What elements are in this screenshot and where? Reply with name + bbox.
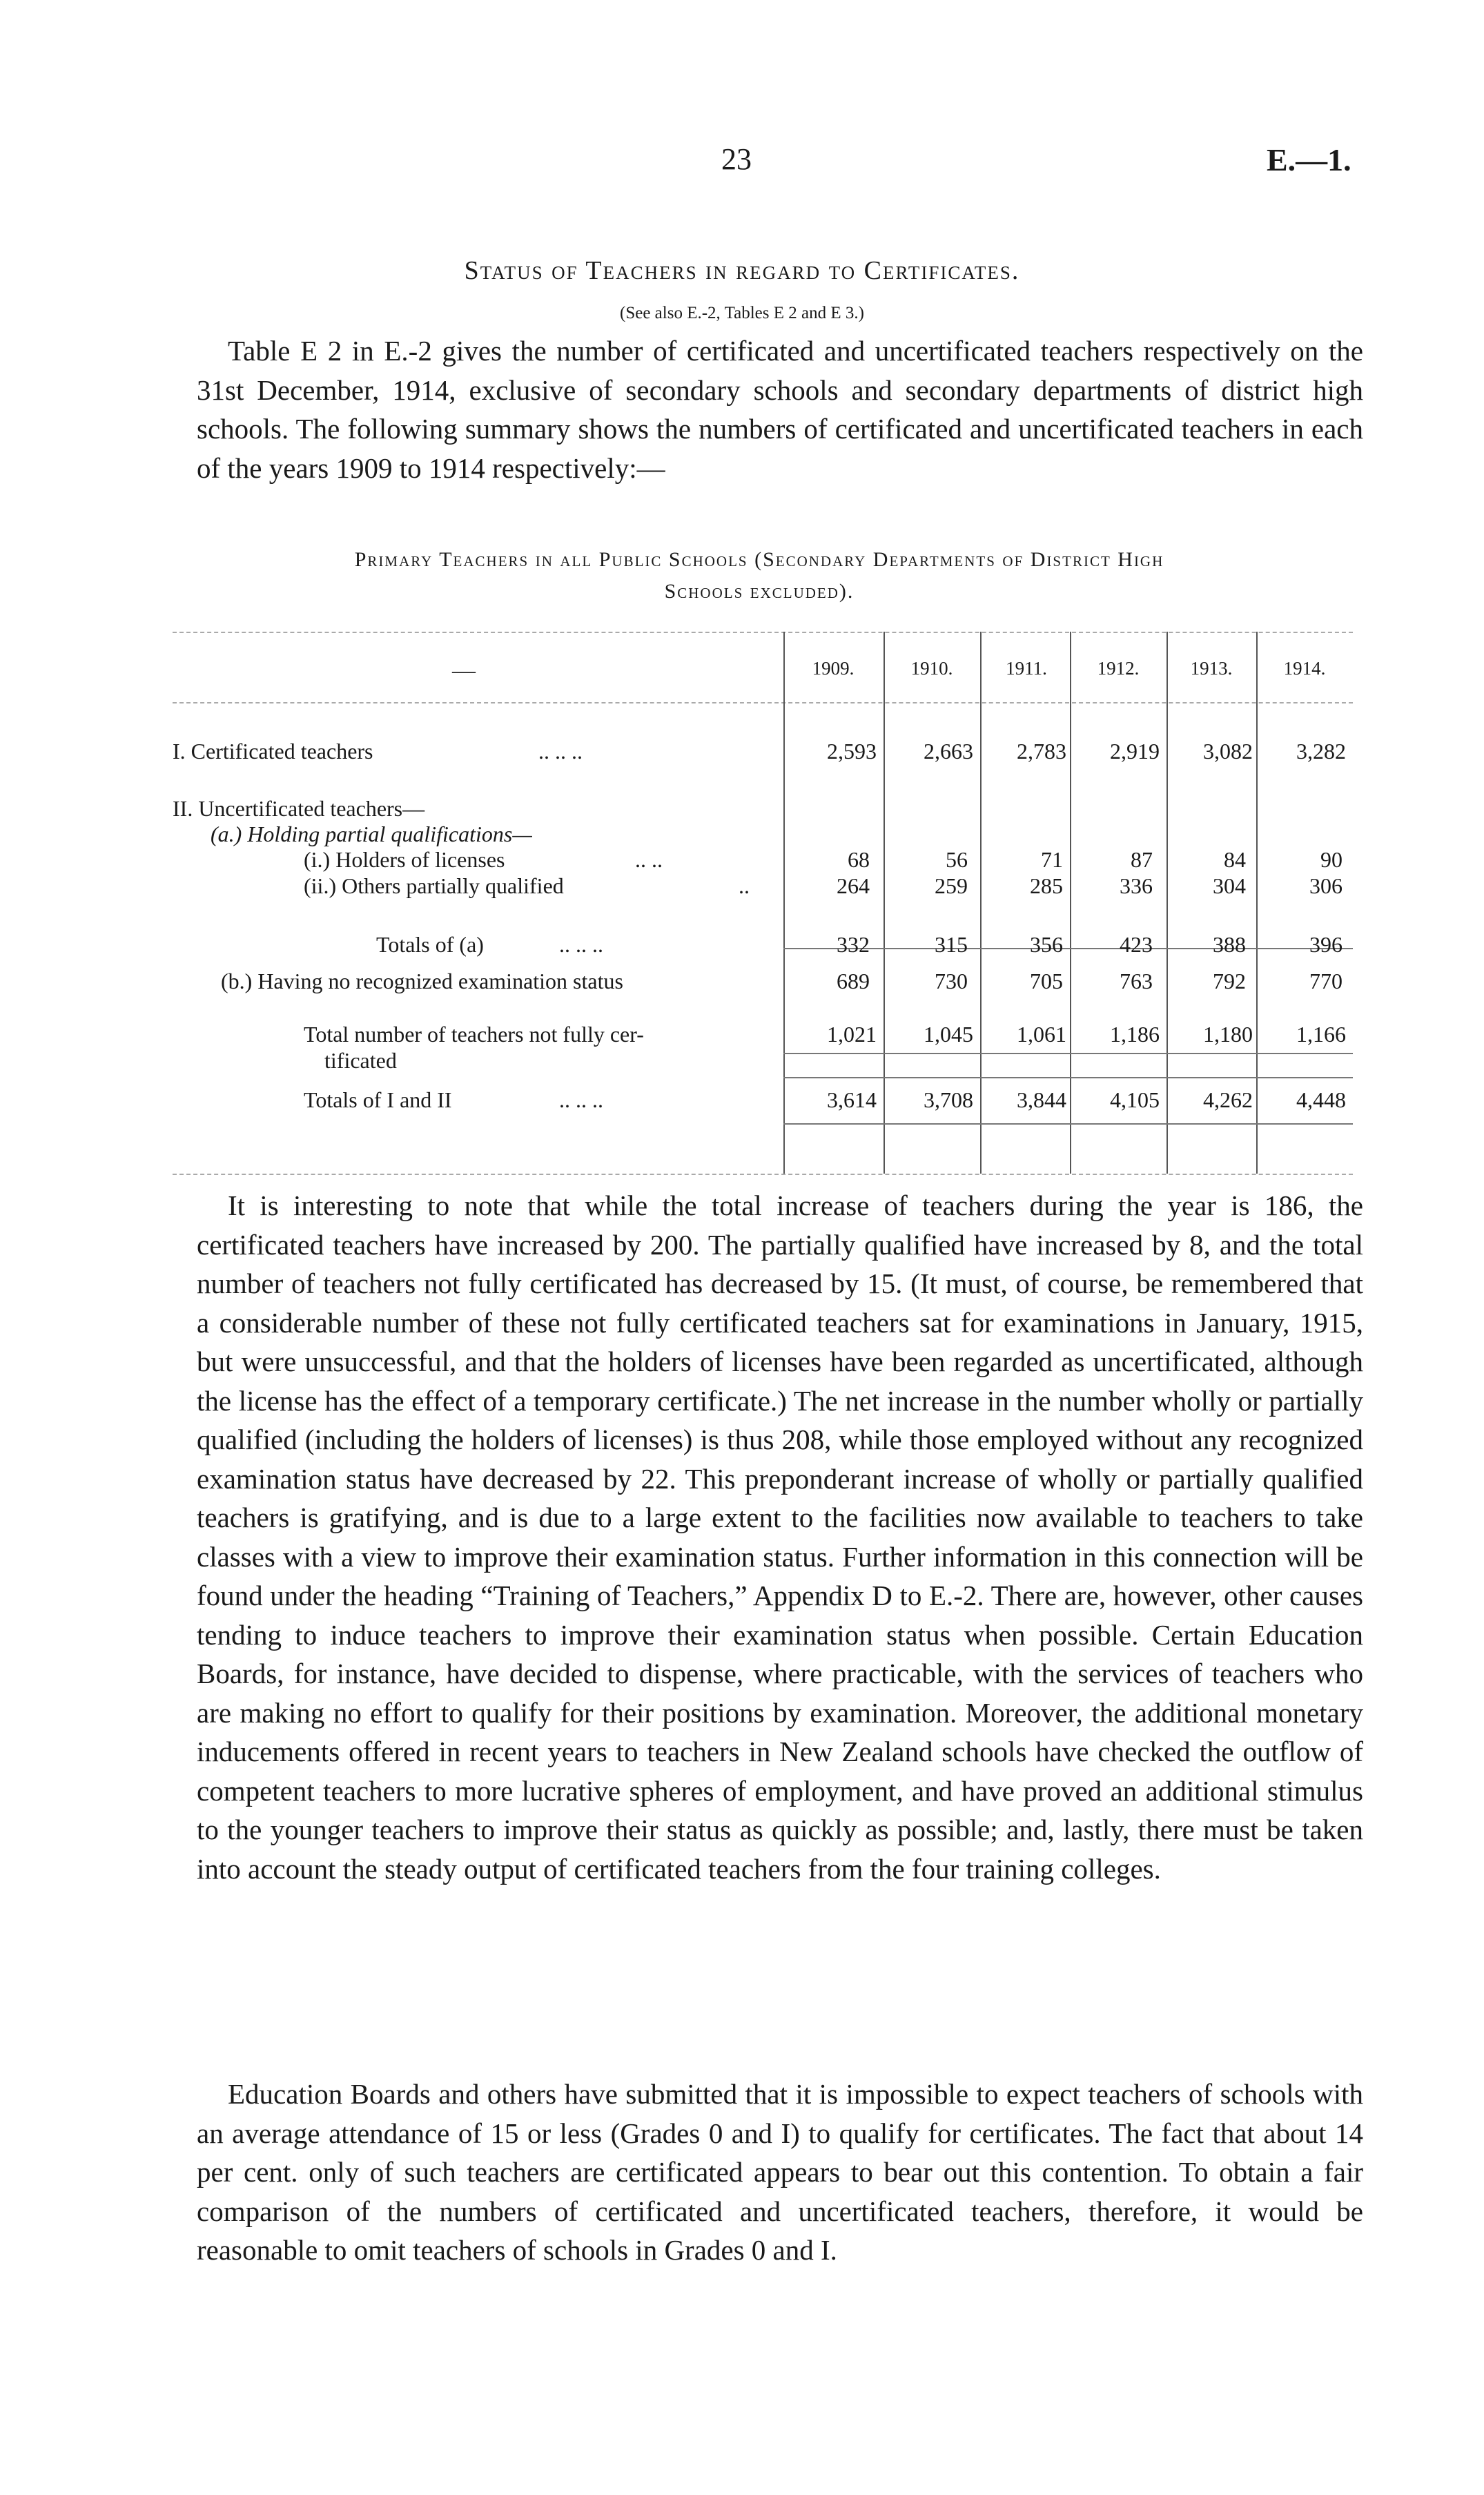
table-cell: 315 — [935, 932, 968, 957]
year-header: 1909. — [812, 658, 855, 679]
table-cell: 792 — [1213, 969, 1246, 993]
row-leaders: .. .. — [635, 847, 663, 872]
table-cell: 2,783 — [1017, 739, 1066, 764]
row-leaders: .. .. .. — [559, 1087, 603, 1112]
table-cell: 2,919 — [1110, 739, 1160, 764]
row-label: Total number of teachers not fully cer- — [304, 1022, 644, 1047]
table-bottom-rule — [173, 1174, 1353, 1175]
document-reference: E.—1. — [1267, 142, 1351, 177]
year-header: 1910. — [910, 658, 953, 679]
year-header: 1912. — [1097, 658, 1140, 679]
table-cell: 306 — [1309, 873, 1343, 898]
teachers-table — [173, 632, 1353, 1177]
table-cell: 396 — [1309, 932, 1343, 957]
table-cell: 770 — [1309, 969, 1343, 993]
table-cell: 689 — [837, 969, 870, 993]
body-paragraph: Education Boards and others have submitted that it is impossible to expect teachers of schools with an average attendance of 15 or less (Grades 0 and I) to qualify for certificates. The fact that about 14 per cent. only of such teachers are certificated appears to bear out this contention. To obtain a fair comparison of the numbers of certificated and uncertificated teachers, therefore, it would be reasonable to omit teachers of schools in Grades 0 and I. — [197, 2078, 1363, 2266]
table-cell: 56 — [946, 847, 968, 872]
table-cell: 2,593 — [827, 739, 877, 764]
table-cell: 2,663 — [924, 739, 973, 764]
table-header-rule — [173, 702, 1353, 703]
table-cell: 1,061 — [1017, 1022, 1066, 1047]
table-caption — [173, 544, 1346, 608]
table-cell: 259 — [935, 873, 968, 898]
table-cell: 1,180 — [1203, 1022, 1253, 1047]
body-paragraph: It is interesting to note that while the total increase of teachers during the year is 186, the certificated teachers have increased by 200. The partially qualified have increased by 8, and the total number of teachers not fully certificated has decreased by 15. (It must, of course, be remembered that a considerable number of these not fully certificated teachers sat for examinations in January, 1915, but were unsuccessful, and that the holders of licenses have been regarded as uncertificated, although the license has the effect of a temporary certificate.) The net increase in the number wholly or partially qualified (including the holders of licenses) is thus 208, while those employed without any recognized examination status have decreased by 22. This preponderant increase of wholly or partially qualified teachers is gratifying, and is due to a large extent to the facilities now available to teachers to take classes with a view to improve their examination status. Further information in this connection will be found under the heading “Training of Teachers,” Appendix D to E.-2. There are, however, other causes tending to induce teachers to improve their examination status when possible. Certain Education Boards, for instance, have decided to dispense, where practicable, with the services of teachers who are making no effort to qualify for their positions by examination. Moreover, the additional monetary inducements offered in recent years to teachers in New Zealand schools have checked the outflow of competent teachers to more lucrative spheres of employment, and have proved an additional stimulus to the younger teachers to improve their status as quickly as possible; and, lastly, there must be taken into account the steady output of certificated teachers from the four training colleges. — [197, 1190, 1363, 1885]
intro-paragraph: Table E 2 in E.-2 gives the number of certificated and uncertificated teachers respectively on the 31st December, 1914, exclusive of secondary schools and secondary departments of district high schools. The following summary shows the numbers of certificated and uncertificated teachers in each of the years 1909 to 1914 respectively:— — [197, 335, 1363, 484]
table-cell: 763 — [1120, 969, 1153, 993]
row-label: (ii.) Others partially qualified — [304, 873, 564, 898]
row-label: I. Certificated teachers — [173, 739, 373, 764]
row-leaders: .. — [739, 873, 750, 898]
page-number: 23 — [721, 142, 752, 176]
table-caption-line2: Schools excluded). — [664, 580, 855, 603]
table-cell: 3,614 — [827, 1087, 877, 1112]
table-cell: 87 — [1131, 847, 1153, 872]
table-cell: 705 — [1030, 969, 1063, 993]
subtotal-rule — [783, 1123, 1353, 1125]
row-label: II. Uncertificated teachers— — [173, 796, 425, 821]
table-cell: 304 — [1213, 873, 1246, 898]
table-cell: 1,166 — [1296, 1022, 1346, 1047]
table-cell: 1,021 — [827, 1022, 877, 1047]
table-caption-line1: Primary Teachers in all Public Schools (Secondary Departments of District High — [354, 548, 1164, 571]
year-header: 1911. — [1006, 658, 1047, 679]
table-cell: 423 — [1120, 932, 1153, 957]
subtotal-rule — [783, 1077, 1353, 1078]
row-label: Totals of I and II — [304, 1087, 452, 1112]
table-cell: 264 — [837, 873, 870, 898]
table-cell: 3,708 — [924, 1087, 973, 1112]
table-cell: 4,105 — [1110, 1087, 1160, 1112]
table-cell: 332 — [837, 932, 870, 957]
section-title: Status of Teachers in regard to Certificates. — [464, 256, 1020, 285]
year-header: 1914. — [1283, 658, 1326, 679]
table-cell: 3,282 — [1296, 739, 1346, 764]
table-cell: 388 — [1213, 932, 1246, 957]
table-divider — [783, 632, 785, 1174]
table-cell: 4,262 — [1203, 1087, 1253, 1112]
table-cell: 730 — [935, 969, 968, 993]
table-cell: 90 — [1320, 847, 1343, 872]
row-label: (a.) Holding partial qualifications— — [211, 822, 532, 846]
table-cell: 336 — [1120, 873, 1153, 898]
table-cell: 4,448 — [1296, 1087, 1346, 1112]
row-label: Totals of (a) — [376, 932, 484, 957]
table-cell: 285 — [1030, 873, 1063, 898]
year-header: 1913. — [1190, 658, 1233, 679]
row-leaders: .. .. .. — [538, 739, 583, 764]
table-top-rule — [173, 632, 1353, 633]
section-subtitle: (See also E.-2, Tables E 2 and E 3.) — [620, 304, 864, 322]
table-cell: 71 — [1041, 847, 1063, 872]
row-label: (b.) Having no recognized examination status — [221, 969, 623, 993]
table-cell: 84 — [1224, 847, 1246, 872]
table-cell: 1,045 — [924, 1022, 973, 1047]
row-label: tificated — [324, 1048, 397, 1073]
stub-header: — — [452, 658, 476, 683]
subtotal-rule — [783, 1053, 1353, 1054]
table-cell: 68 — [848, 847, 870, 872]
table-cell: 1,186 — [1110, 1022, 1160, 1047]
table-cell: 356 — [1030, 932, 1063, 957]
row-leaders: .. .. .. — [559, 932, 603, 957]
table-cell: 3,844 — [1017, 1087, 1066, 1112]
row-label: (i.) Holders of licenses — [304, 847, 505, 872]
table-cell: 3,082 — [1203, 739, 1253, 764]
